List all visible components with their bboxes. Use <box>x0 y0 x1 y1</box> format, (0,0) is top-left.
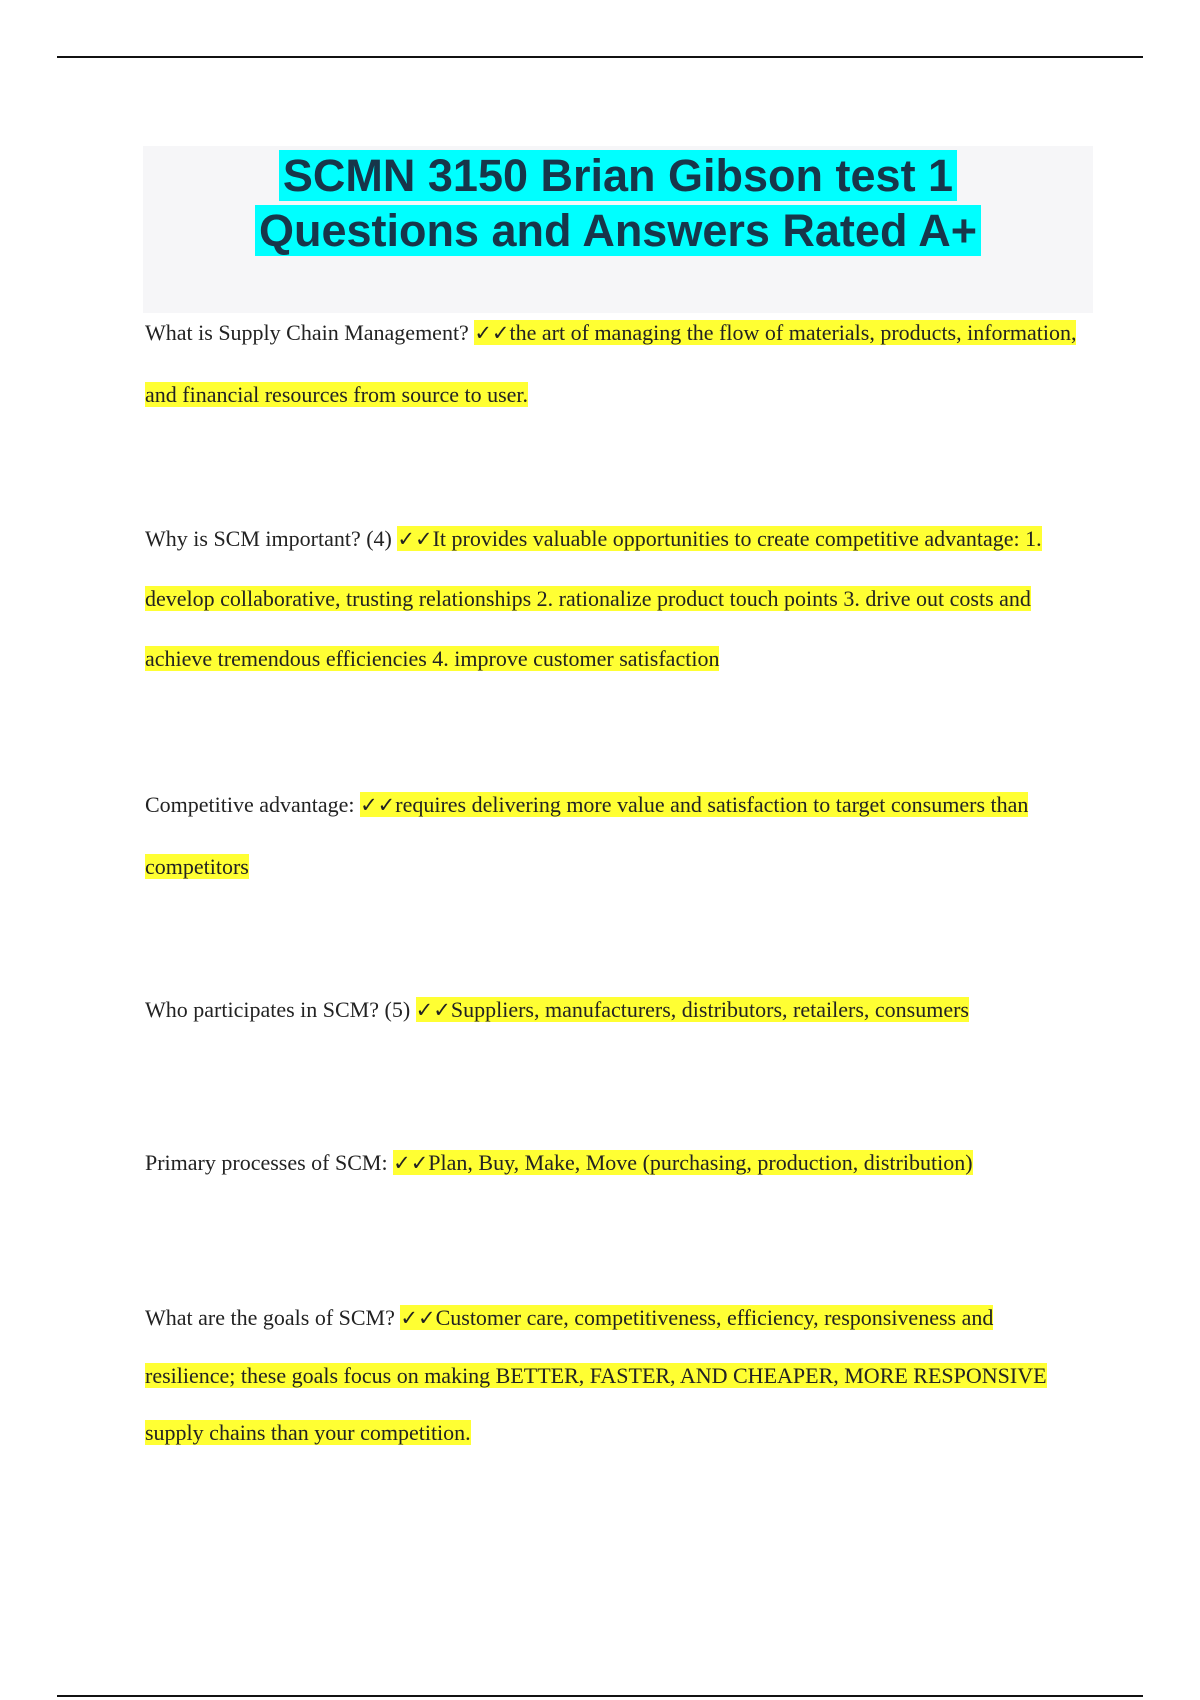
bottom-rule <box>57 1695 1143 1697</box>
answer-text: the art of managing the flow of materials, products, information, and financial resources from source to user. <box>145 320 1077 407</box>
question-text: Who participates in SCM? (5) <box>145 997 411 1022</box>
document-title <box>143 146 1093 258</box>
top-rule <box>57 56 1143 58</box>
title-line-2: Questions and Answers Rated A+ <box>255 205 981 256</box>
double-check-icon: ✓✓ <box>415 998 451 1022</box>
answer-text: Plan, Buy, Make, Move (purchasing, production, distribution) <box>428 1150 973 1175</box>
answer-text: requires delivering more value and satisfaction to target consumers than competitors <box>145 792 1029 879</box>
qa-item <box>145 983 1085 1037</box>
double-check-icon: ✓✓ <box>474 321 510 345</box>
qa-item <box>145 509 1085 689</box>
double-check-icon: ✓✓ <box>393 1151 429 1175</box>
double-check-icon: ✓✓ <box>400 1306 436 1330</box>
question-text: Primary processes of SCM: <box>145 1150 388 1175</box>
double-check-icon: ✓✓ <box>397 527 433 551</box>
qa-item <box>145 1289 1085 1461</box>
answer-text: It provides valuable opportunities to create competitive advantage: 1. develop collaborative, trusting relationships 2. rationalize product touch points 3. drive out costs and achieve tremendous efficiencies 4. improve customer satisfaction <box>145 526 1042 671</box>
question-text: What are the goals of SCM? <box>145 1305 395 1330</box>
question-text: Why is SCM important? (4) <box>145 526 392 551</box>
title-block <box>143 146 1093 313</box>
answer-highlight <box>416 997 969 1022</box>
double-check-icon: ✓✓ <box>360 793 396 817</box>
qa-item <box>145 774 1085 897</box>
answer-highlight <box>393 1150 972 1175</box>
title-line-1: SCMN 3150 Brian Gibson test 1 <box>279 150 957 201</box>
answer-text: Suppliers, manufacturers, distributors, retailers, consumers <box>450 997 969 1022</box>
question-text: What is Supply Chain Management? <box>145 320 469 345</box>
answer-text: Customer care, competitiveness, efficiency, responsiveness and resilience; these goals focus on making BETTER, FASTER, AND CHEAPER, MORE RESPONSIVE supply chains than your competition. <box>145 1305 1047 1445</box>
qa-item <box>145 1136 1085 1190</box>
question-text: Competitive advantage: <box>145 792 355 817</box>
qa-item <box>145 302 1085 425</box>
